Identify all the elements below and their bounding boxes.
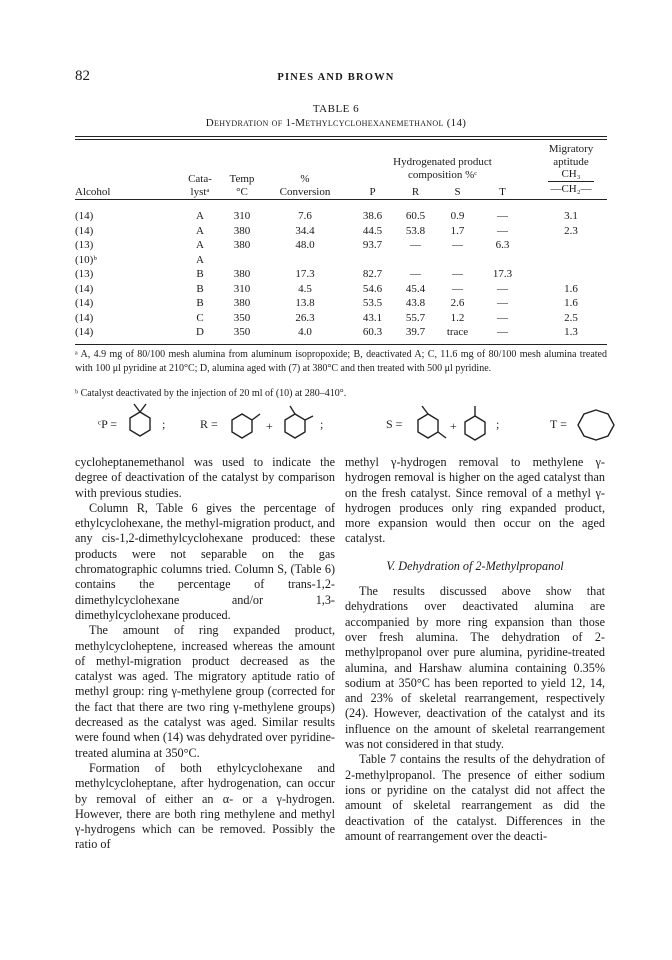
table-cell-mig: 1.6 bbox=[564, 297, 578, 309]
structure-sep-3: ; bbox=[496, 417, 500, 431]
table-cell-t: 17.3 bbox=[492, 268, 513, 280]
table-row bbox=[0, 312, 672, 325]
table-cell-s: 1.7 bbox=[450, 224, 465, 237]
table-cell-alcohol: (13) bbox=[75, 239, 94, 251]
col-temp: Temp bbox=[229, 173, 255, 185]
table-cell-alcohol: (14) bbox=[75, 311, 94, 324]
table-cell-p: 82.7 bbox=[362, 268, 383, 280]
table-cell-t: — bbox=[497, 282, 508, 295]
header-migratory-num: CH₃ bbox=[561, 168, 581, 180]
table-cell-alcohol: (14) bbox=[75, 326, 94, 338]
table-cell-r: 60.5 bbox=[405, 210, 426, 222]
paragraph: The amount of ring expanded product, methylcycloheptene, increased whereas the amount of methyl-migration product decreased as the catalyst was aged. The migratory aptitude ratio of methyl group: ring γ-methylene group (corrected for the fact that there are two ring γ-methylene groups) decreased as the catalyst was aged. Similar results were found when (14) was dehydrated over pyridine-treated alumina at 350°C. bbox=[75, 623, 335, 760]
table-cell-temp: 350 bbox=[233, 326, 251, 338]
table-cell-t: — bbox=[497, 311, 508, 324]
paragraph: Formation of both ethylcyclohexane and methylcycloheptane, after hydrogenation, can occur by removal of either an α- or a γ-hydrogen. However, there are both ring methylene and methyl γ-hydrogens which can be removed. Possibly the ratio of bbox=[75, 760, 335, 852]
table-header-rule bbox=[75, 199, 607, 200]
table-cell-conv: 34.4 bbox=[295, 224, 315, 237]
col-r: R bbox=[411, 186, 420, 198]
paragraph: Table 7 contains the results of the dehydration of 2-methylpropanol. The presence of either sodium ions or pyridine on the catalyst did not affect the amount of skeletal rearrangement as did the deactivation of the catalyst. Differences in the amount of rearrangement over the deacti- bbox=[345, 752, 605, 843]
col-p: P bbox=[369, 186, 376, 198]
structure-label-t: T = bbox=[550, 417, 567, 431]
table-label: TABLE 6 bbox=[312, 103, 360, 115]
table-cell-s: — bbox=[452, 268, 463, 280]
paragraph: The results discussed above show that dehydrations over deactivated alumina are accompanied by more ring expansion than those over fresh alumina. The dehydration of 2-methylpropanol over pure alumina, pyridine-treated alumina, and Harshaw alumina containing 0.35% sodium at 350°C has been reported to yield 12, 14, and 23% of skeletal rearrangement, respectively (24). However, deactivation of the catalyst and its influence on the amount of skeletal rearrangement was not considered in that study. bbox=[345, 584, 605, 752]
table-row bbox=[0, 283, 672, 296]
section-heading: V. Dehydration of 2-Methylpropanol bbox=[386, 558, 564, 573]
body-left-column bbox=[75, 455, 335, 853]
col-s: S bbox=[454, 186, 461, 198]
table-cell-cat: A bbox=[196, 224, 204, 237]
structure-s-ring-1 bbox=[418, 414, 438, 438]
table-row bbox=[0, 210, 672, 223]
table-cell-temp: 380 bbox=[233, 268, 251, 280]
footnote-a: ᵃ A, 4.9 mg of 80/100 mesh alumina from aluminum isopropoxide; B, deactivated A; C, 11.6 mg of 80/100 mesh alumina treated with 100 μl pyridine at 210°C; D, alumina aged with (7) at 380°C and then treated with 500 μl pyridine. bbox=[75, 349, 607, 374]
table-cell-cat: A bbox=[196, 210, 204, 222]
table-cell-mig: 2.5 bbox=[564, 311, 578, 324]
footnote-b: ᵇ Catalyst deactivated by the injection of 20 ml of (10) at 280–410°. bbox=[75, 388, 347, 399]
table-cell-r: — bbox=[410, 268, 421, 280]
table-cell-t: — bbox=[497, 297, 508, 309]
col-catalyst: Cata- bbox=[188, 173, 212, 185]
table-cell-r: 39.7 bbox=[405, 326, 426, 338]
table-cell-s: trace bbox=[446, 326, 469, 338]
table-row bbox=[0, 326, 672, 339]
table-cell-cat: A bbox=[196, 239, 204, 251]
table-cell-t: — bbox=[497, 326, 508, 338]
table-cell-cat: A bbox=[196, 253, 204, 266]
col-conversion-2: Conversion bbox=[279, 186, 331, 198]
table-cell-temp: 310 bbox=[233, 282, 251, 295]
table-caption: Dehydration of 1-Methylcyclohexanemethanol (14) bbox=[205, 117, 467, 129]
col-temp-2: °C bbox=[236, 186, 248, 198]
table-cell-conv: 48.0 bbox=[295, 239, 315, 251]
table-cell-conv: 7.6 bbox=[298, 210, 312, 222]
table-row bbox=[0, 268, 672, 281]
structure-label-s: S = bbox=[386, 417, 403, 431]
table-cell-conv: 4.0 bbox=[298, 326, 312, 338]
table-cell-conv: 17.3 bbox=[295, 268, 315, 280]
table-cell-t: — bbox=[497, 224, 508, 237]
table-cell-s: 0.9 bbox=[450, 210, 465, 222]
table-cell-mig: 3.1 bbox=[564, 210, 578, 222]
structure-r-ring-1 bbox=[232, 414, 252, 438]
col-t: T bbox=[499, 186, 506, 198]
table-cell-cat: B bbox=[196, 268, 204, 280]
table-top-rule bbox=[75, 136, 607, 137]
table-cell-s: 2.6 bbox=[450, 297, 465, 309]
structure-sep-1: ; bbox=[162, 417, 166, 431]
table-top-rule-2 bbox=[75, 139, 607, 140]
paragraph: Column R, Table 6 gives the percentage of ethylcyclohexane, the methyl-migration product, and any cis-1,2-dimethylcyclohexane produced: these products were not separable on the gas chromatographic columns tried. Column S, (Table 6) contains the percentage of trans-1,2-dimethylcyclohexane and/or 1,3-dimethylcyclohexane produced. bbox=[75, 500, 335, 622]
body-right-column bbox=[345, 455, 605, 844]
header-composition: composition %ᶜ bbox=[407, 169, 478, 181]
table-cell-cat: D bbox=[196, 326, 204, 338]
table-cell-alcohol: (10)ᵇ bbox=[75, 253, 97, 266]
table-cell-s: — bbox=[452, 239, 463, 251]
page-number: 82 bbox=[75, 68, 90, 84]
table-cell-mig: 1.3 bbox=[564, 326, 578, 338]
table-cell-mig: 2.3 bbox=[564, 224, 578, 237]
table-cell-alcohol: (14) bbox=[75, 224, 94, 237]
table-cell-conv: 26.3 bbox=[295, 311, 315, 324]
table-cell-p: 60.3 bbox=[362, 326, 383, 338]
header-migratory: Migratory bbox=[548, 143, 594, 155]
table-cell-p: 43.1 bbox=[362, 311, 383, 324]
table-cell-conv: 13.8 bbox=[295, 297, 315, 309]
table-row bbox=[0, 297, 672, 310]
header-aptitude: aptitude bbox=[553, 156, 589, 168]
table-cell-s: — bbox=[452, 282, 463, 295]
table-cell-p: 44.5 bbox=[362, 224, 383, 237]
table-cell-cat: B bbox=[196, 282, 204, 295]
structure-legend bbox=[0, 400, 672, 448]
table-cell-alcohol: (14) bbox=[75, 210, 94, 222]
table-cell-temp: 310 bbox=[233, 210, 251, 222]
table-cell-t: 6.3 bbox=[495, 239, 510, 251]
col-catalyst-2: lystᵃ bbox=[190, 186, 210, 198]
table-cell-t: — bbox=[497, 210, 508, 222]
structure-sep-2: ; bbox=[320, 417, 324, 431]
table-cell-temp: 380 bbox=[233, 239, 251, 251]
table-cell-temp: 380 bbox=[233, 224, 251, 237]
structure-drawings bbox=[0, 400, 672, 448]
structure-plus-2: + bbox=[450, 419, 457, 433]
structure-label-r: R = bbox=[200, 417, 218, 431]
structure-s-ring-2 bbox=[465, 416, 485, 440]
table-cell-s: 1.2 bbox=[450, 311, 465, 324]
col-alcohol: Alcohol bbox=[75, 186, 111, 198]
table-cell-cat: C bbox=[196, 311, 204, 324]
table-cell-p: 93.7 bbox=[362, 239, 383, 251]
structure-label-p: ᶜP = bbox=[98, 417, 118, 431]
table-bottom-rule bbox=[75, 344, 607, 345]
table-cell-temp: 380 bbox=[233, 297, 251, 309]
structure-p-ring bbox=[130, 412, 150, 436]
table-cell-r: 53.8 bbox=[405, 224, 426, 237]
table-cell-p: 38.6 bbox=[362, 210, 383, 222]
table-cell-p: 53.5 bbox=[362, 297, 383, 309]
table-cell-r: 45.4 bbox=[405, 282, 426, 295]
table-row bbox=[0, 254, 672, 267]
header-hydrogenated: Hydrogenated product bbox=[393, 156, 492, 168]
table-cell-alcohol: (13) bbox=[75, 268, 94, 280]
table-cell-r: 55.7 bbox=[405, 311, 426, 324]
table-cell-r: — bbox=[410, 239, 421, 251]
table-cell-p: 54.6 bbox=[362, 282, 383, 295]
col-conversion: % bbox=[300, 173, 310, 185]
header-migratory-den: —CH₂— bbox=[550, 183, 592, 195]
structure-plus-1: + bbox=[266, 419, 273, 433]
paragraph: cycloheptanemethanol was used to indicate the degree of deactivation of the catalyst by comparison with previous studies. bbox=[75, 455, 335, 500]
table-cell-alcohol: (14) bbox=[75, 297, 94, 309]
table-cell-conv: 4.5 bbox=[298, 282, 312, 295]
table-row bbox=[0, 239, 672, 252]
structure-r-ring-2 bbox=[285, 414, 305, 438]
running-head: PINES AND BROWN bbox=[277, 72, 395, 83]
structure-t-ring bbox=[578, 410, 614, 440]
paragraph: methyl γ-hydrogen removal to methylene γ-hydrogen removal is higher on the aged catalyst than on the fresh catalyst. Since removal of a methyl γ-hydrogen produces only ring expanded product, more expansion would then occur on the aged catalyst. bbox=[345, 455, 605, 546]
table-cell-alcohol: (14) bbox=[75, 282, 94, 295]
table-cell-r: 43.8 bbox=[405, 297, 426, 309]
table-cell-mig: 1.6 bbox=[564, 282, 578, 295]
table-row bbox=[0, 225, 672, 238]
table-cell-temp: 350 bbox=[233, 311, 251, 324]
table-cell-cat: B bbox=[196, 297, 204, 309]
fraction-bar bbox=[548, 181, 594, 182]
